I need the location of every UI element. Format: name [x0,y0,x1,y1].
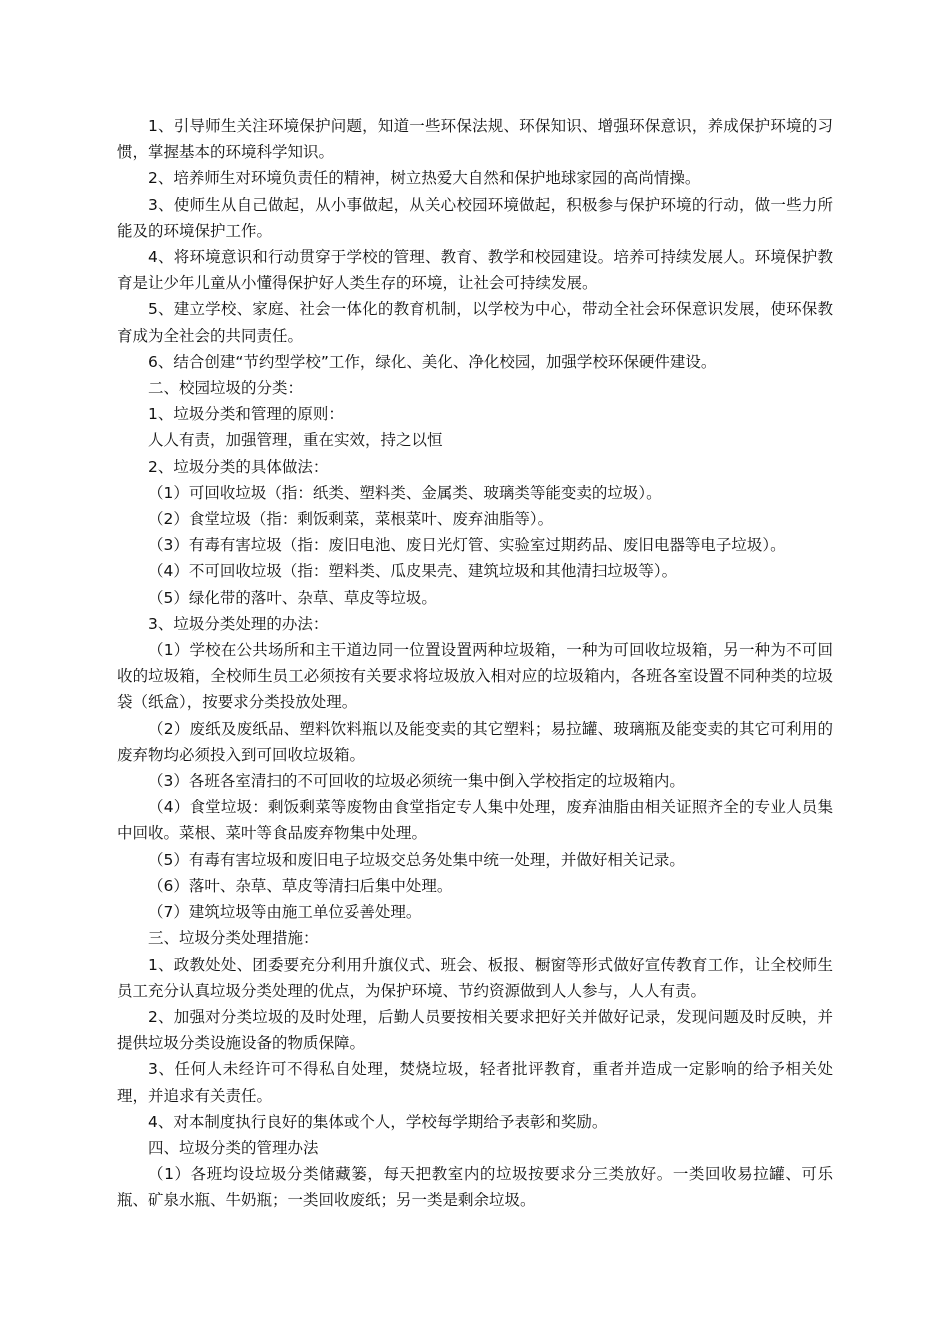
list-item: （1）各班均设垃圾分类储藏篓，每天把教室内的垃圾按要求分三类放好。一类回收易拉罐、可乐瓶、矿泉水瓶、牛奶瓶；一类回收废纸；另一类是剩余垃圾。 [117,1165,833,1210]
list-item: （4）不可回收垃圾（指：塑料类、瓜皮果壳、建筑垃圾和其他清扫垃圾等）。 [148,562,678,581]
list-item: （1）可回收垃圾（指：纸类、塑料类、金属类、玻璃类等能变卖的垃圾）。 [148,483,662,502]
list-item: （6）落叶、杂草、草皮等清扫后集中处理。 [148,876,453,895]
list-item: （5）绿化带的落叶、杂草、草皮等垃圾。 [148,588,437,607]
list-item: （2）食堂垃圾（指：剩饭剩菜，菜根菜叶、废弃油脂等）。 [148,510,554,529]
subheading: 1、垃圾分类和管理的原则： [148,405,344,424]
paragraph: 2、加强对分类垃圾的及时处理，后勤人员要按相关要求把好关并做好记录，发现问题及时反映，并提供垃圾分类设施设备的物质保障。 [117,1007,833,1053]
section-heading: 二、校园垃圾的分类： [148,379,304,398]
list-item: （3）各班各室清扫的不可回收的垃圾必须统一集中倒入学校指定的垃圾箱内。 [148,772,685,791]
paragraph: 2、培养师生对环境负责任的精神，树立热爱大自然和保护地球家园的高尚情操。 [148,169,701,188]
section-heading: 三、垃圾分类处理措施： [148,929,319,948]
paragraph: 4、对本制度执行良好的集体或个人，学校每学期给予表彰和奖励。 [148,1112,608,1131]
list-item: （2）废纸及废纸品、塑料饮料瓶以及能变卖的其它塑料；易拉罐、玻璃瓶及能变卖的其它可利用的废弃物均必须投入到可回收垃圾箱。 [117,719,833,764]
paragraph: 3、任何人未经许可不得私自处理，焚烧垃圾，轻者批评教育，重者并造成一定影响的给予相关处理，并追求有关责任。 [117,1060,833,1105]
subheading: 3、垃圾分类处理的办法： [148,614,329,633]
list-item: （1）学校在公共场所和主干道边同一位置设置两种垃圾箱，一种为可回收垃圾箱，另一种为不可回收的垃圾箱，全校师生员工必须按有关要求将垃圾放入相对应的垃圾箱内，各班各室设置不同种类的垃圾袋（纸盒），按要求分类投放处理。 [117,641,833,712]
section-heading: 四、垃圾分类的管理办法 [148,1138,319,1157]
paragraph: 5、建立学校、家庭、社会一体化的教育机制，以学校为中心，带动全社会环保意识发展，使环保教育成为全社会的共同责任。 [117,300,833,345]
document-body [117,113,833,1214]
paragraph: 6、结合创建“节约型学校”工作，绿化、美化、净化校园，加强学校环保硬件建设。 [148,352,717,371]
paragraph: 4、将环境意识和行动贯穿于学校的管理、教育、教学和校园建设。培养可持续发展人。环境保护教育是让少年儿童从小懂得保护好人类生存的环境，让社会可持续发展。 [117,248,833,293]
paragraph: 人人有责，加强管理，重在实效，持之以恒 [148,431,443,450]
list-item: （7）建筑垃圾等由施工单位妥善处理。 [148,903,422,922]
paragraph: 1、引导师生关注环境保护问题，知道一些环保法规、环保知识、增强环保意识，养成保护环境的习惯，掌握基本的环境科学知识。 [117,117,833,162]
subheading: 2、垃圾分类的具体做法： [148,457,329,476]
list-item: （5）有毒有害垃圾和废旧电子垃圾交总务处集中统一处理，并做好相关记录。 [148,850,685,869]
paragraph: 1、政教处处、团委要充分利用升旗仪式、班会、板报、橱窗等形式做好宣传教育工作，让全校师生员工充分认真垃圾分类处理的优点，为保护环境、节约资源做到人人参与，人人有责。 [117,955,833,1000]
paragraph: 3、使师生从自己做起，从小事做起，从关心校园环境做起，积极参与保护环境的行动，做一些力所能及的环境保护工作。 [117,195,833,240]
list-item: （3）有毒有害垃圾（指：废旧电池、废日光灯管、实验室过期药品、废旧电器等电子垃圾）。 [148,536,786,555]
list-item: （4）食堂垃圾：剩饭剩菜等废物由食堂指定专人集中处理，废弃油脂由相关证照齐全的专业人员集中回收。菜根、菜叶等食品废弃物集中处理。 [117,798,833,843]
